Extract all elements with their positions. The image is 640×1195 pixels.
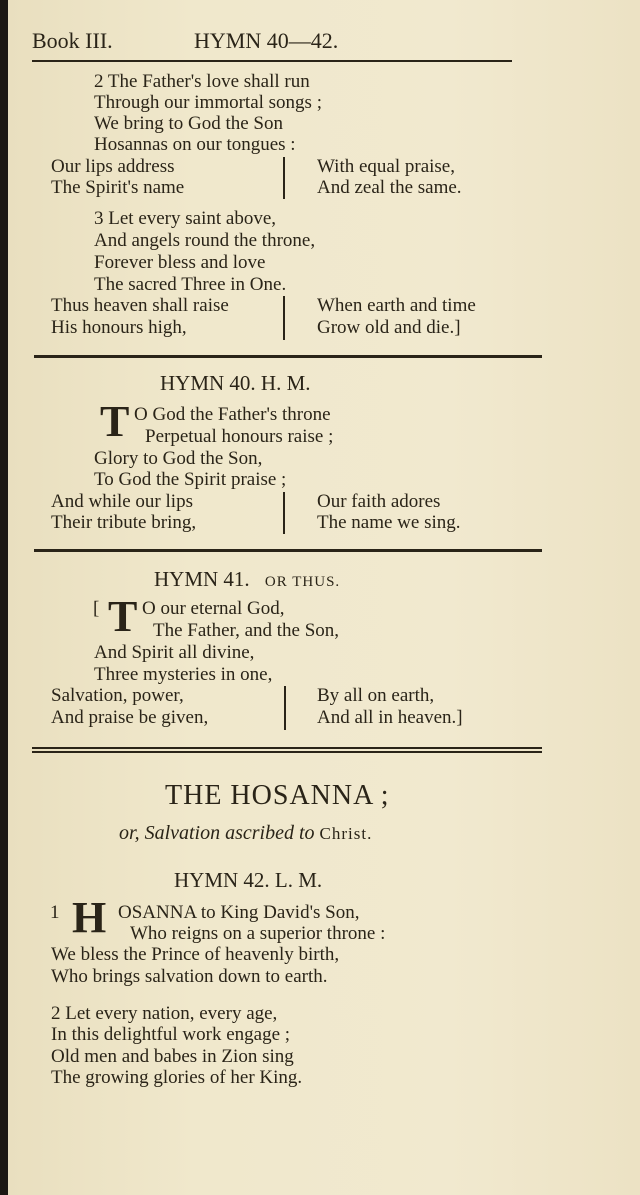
verse-line: Glory to God the Son,: [94, 448, 263, 469]
verse-line: And while our lips: [51, 491, 193, 512]
verse-line: Their tribute bring,: [51, 512, 197, 533]
verse-line: With equal praise,: [317, 156, 455, 177]
verse-line: And angels round the throne,: [94, 230, 316, 251]
verse-line: The growing glories of her King.: [51, 1067, 303, 1088]
drop-cap: T: [100, 397, 130, 446]
section-title: THE HOSANNA ;: [165, 780, 390, 811]
verse-line: OSANNA to King David's Son,: [118, 902, 360, 923]
verse-line: Hosannas on our tongues :: [94, 134, 296, 155]
hymn-heading: HYMN 42. L. M.: [174, 868, 323, 892]
verse-line: We bless the Prince of heavenly birth,: [51, 944, 340, 965]
verse-line: Three mysteries in one,: [94, 664, 273, 685]
verse-line: Our lips address: [51, 156, 175, 177]
verse-line: And all in heaven.]: [317, 707, 463, 728]
verse-line: And Spirit all divine,: [94, 642, 255, 663]
column-divider: [283, 492, 285, 534]
drop-cap: T: [108, 592, 138, 641]
verse-line: When earth and time: [317, 295, 476, 316]
verse-line: To God the Spirit praise ;: [94, 469, 287, 490]
verse-line: His honours high,: [51, 317, 187, 338]
verse-line: Our faith adores: [317, 491, 441, 512]
verse-line: The name we sing.: [317, 512, 461, 533]
verse-line: In this delightful work engage ;: [51, 1024, 291, 1045]
section-rule: [34, 355, 542, 358]
verse-line: And zeal the same.: [317, 177, 462, 198]
verse-line: 3 Let every saint above,: [94, 208, 277, 229]
running-title: HYMN 40—42.: [194, 28, 339, 53]
book-page: [8, 0, 640, 1195]
verse-line: Forever bless and love: [94, 252, 266, 273]
verse-line: The sacred Three in One.: [94, 274, 287, 295]
drop-cap: H: [72, 893, 107, 942]
subtitle-smallcaps: Christ.: [319, 824, 373, 843]
verse-line: We bring to God the Son: [94, 113, 283, 134]
verse-line: Perpetual honours raise ;: [145, 426, 334, 447]
verse-line: By all on earth,: [317, 685, 435, 706]
hymn-meter: OR THUS.: [264, 574, 341, 590]
column-divider: [284, 686, 286, 730]
verse-line: Who reigns on a superior throne :: [130, 923, 386, 944]
hymn-heading: [154, 567, 340, 592]
book-label: Book III.: [32, 28, 113, 53]
verse-line: The Father, and the Son,: [153, 620, 340, 641]
verse-line: The Spirit's name: [51, 177, 185, 198]
verse-line: Who brings salvation down to earth.: [51, 966, 328, 987]
header-rule: [32, 60, 512, 62]
page-edge-shadow: [0, 0, 8, 1195]
verse-line: O God the Father's throne: [134, 404, 331, 425]
stanza-number: 1: [50, 902, 60, 923]
hymn-heading: HYMN 40. H. M.: [160, 371, 311, 395]
column-divider: [283, 296, 285, 340]
verse-line: Grow old and die.]: [317, 317, 461, 338]
section-rule: [34, 549, 542, 552]
running-head: [32, 28, 339, 54]
bracket: [: [93, 598, 100, 619]
verse-line: 2 Let every nation, every age,: [51, 1003, 278, 1024]
verse-line: Salvation, power,: [51, 685, 184, 706]
verse-line: 2 The Father's love shall run: [94, 71, 310, 92]
verse-line: Old men and babes in Zion sing: [51, 1046, 294, 1067]
subtitle-italic: or, Salvation ascribed to: [119, 822, 320, 844]
verse-line: O our eternal God,: [142, 598, 285, 619]
section-subtitle: [119, 822, 372, 845]
verse-line: And praise be given,: [51, 707, 209, 728]
hymn-number: HYMN 41.: [154, 567, 250, 591]
column-divider: [283, 157, 285, 199]
verse-line: Thus heaven shall raise: [51, 295, 229, 316]
verse-line: Through our immortal songs ;: [94, 92, 322, 113]
double-rule: [32, 747, 542, 753]
